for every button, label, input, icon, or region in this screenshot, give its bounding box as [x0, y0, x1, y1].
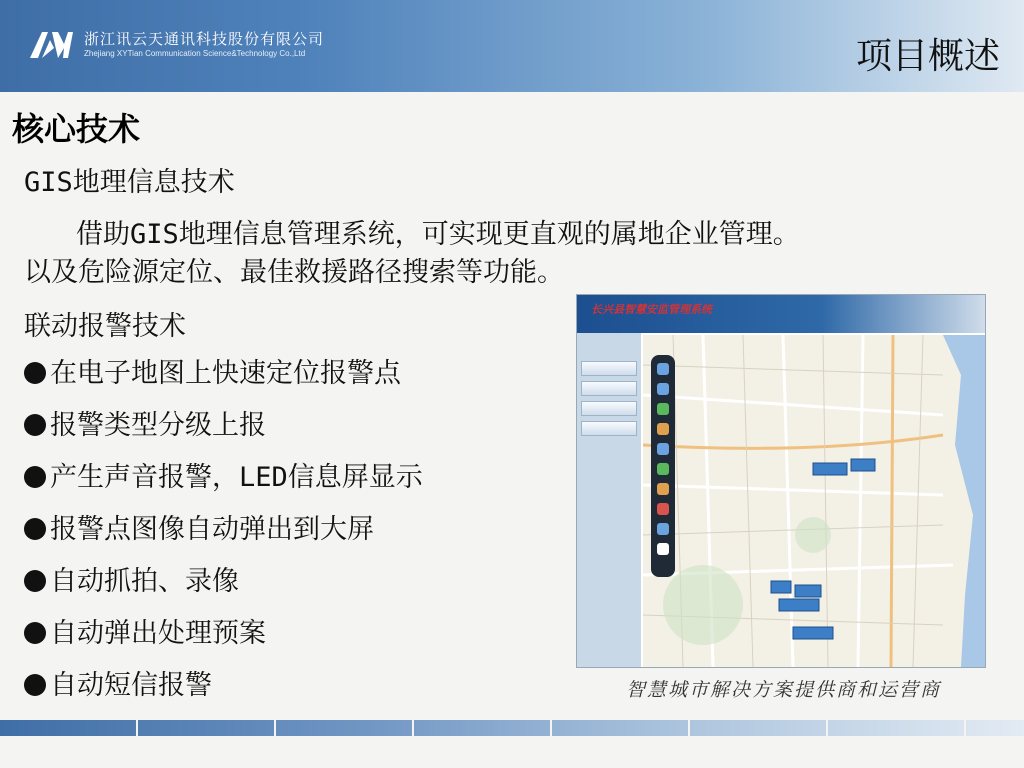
- bullet-dot-icon: [24, 362, 46, 384]
- bullet-item: [24, 400, 423, 452]
- footer-band: [0, 720, 1024, 736]
- bullet-dot-icon: [24, 622, 46, 644]
- bullet-item: [24, 660, 423, 712]
- globe-icon: [657, 463, 669, 475]
- print-icon: [657, 543, 669, 555]
- map-app-title: 长兴县智慧安监管理系统: [591, 303, 712, 316]
- gis-map-screenshot: [576, 294, 986, 668]
- bullet-text: 自动弹出处理预案: [50, 618, 266, 649]
- footer-segment: [828, 720, 966, 736]
- xyt-logo-icon: [28, 28, 74, 60]
- bullet-list: [24, 348, 423, 712]
- header-banner: [0, 0, 1024, 92]
- footer-segment: [552, 720, 690, 736]
- bullet-dot-icon: [24, 466, 46, 488]
- map-side-button: [581, 401, 637, 416]
- footer-segment: [690, 720, 828, 736]
- bullet-dot-icon: [24, 570, 46, 592]
- bullet-dot-icon: [24, 518, 46, 540]
- footer-segment: [138, 720, 276, 736]
- map-side-button: [581, 361, 637, 376]
- bullet-item: [24, 556, 423, 608]
- pan-icon: [657, 383, 669, 395]
- footer-segment: [276, 720, 414, 736]
- section-title: 核心技术: [12, 110, 141, 148]
- bullet-text: 报警点图像自动弹出到大屏: [50, 514, 374, 545]
- bullet-item: [24, 504, 423, 556]
- bullet-dot-icon: [24, 674, 46, 696]
- linkage-heading: 联动报警技术: [24, 311, 186, 342]
- description-line-2: 以及危险源定位、最佳救援路径搜索等功能。: [24, 257, 564, 288]
- search-icon: [657, 523, 669, 535]
- bullet-text: 自动短信报警: [50, 670, 212, 701]
- footer-segment: [0, 720, 138, 736]
- map-side-button: [581, 421, 637, 436]
- bullet-item: [24, 348, 423, 400]
- alarm-icon: [657, 503, 669, 515]
- zoom-icon: [657, 363, 669, 375]
- map-sidebar: [577, 333, 641, 667]
- company-name-en: Zhejiang XYTian Communication Science&Technology Co.,Ltd: [84, 49, 306, 58]
- gis-subtitle: GIS地理信息技术: [24, 167, 235, 198]
- map-toolbar: [651, 355, 675, 577]
- map-canvas: [643, 335, 985, 667]
- bullet-dot-icon: [24, 414, 46, 436]
- bullet-text: 在电子地图上快速定位报警点: [50, 358, 401, 389]
- bullet-item: [24, 452, 423, 504]
- map-side-button: [581, 381, 637, 396]
- company-name-cn: 浙江讯云天通讯科技股份有限公司: [84, 30, 325, 48]
- map-app-header: [577, 295, 985, 333]
- bullet-text: 产生声音报警，LED信息屏显示: [50, 462, 423, 493]
- description-line-1: 借助GIS地理信息管理系统，可实现更直观的属地企业管理。: [76, 219, 800, 250]
- star-icon: [657, 483, 669, 495]
- page-title: 项目概述: [855, 36, 1000, 77]
- slogan-caption: 智慧城市解决方案提供商和运营商: [626, 679, 942, 701]
- measure-icon: [657, 403, 669, 415]
- bullet-item: [24, 608, 423, 660]
- bullet-text: 自动抓拍、录像: [50, 566, 239, 597]
- ruler-icon: [657, 423, 669, 435]
- layer-icon: [657, 443, 669, 455]
- bullet-text: 报警类型分级上报: [50, 410, 266, 441]
- footer-segment: [414, 720, 552, 736]
